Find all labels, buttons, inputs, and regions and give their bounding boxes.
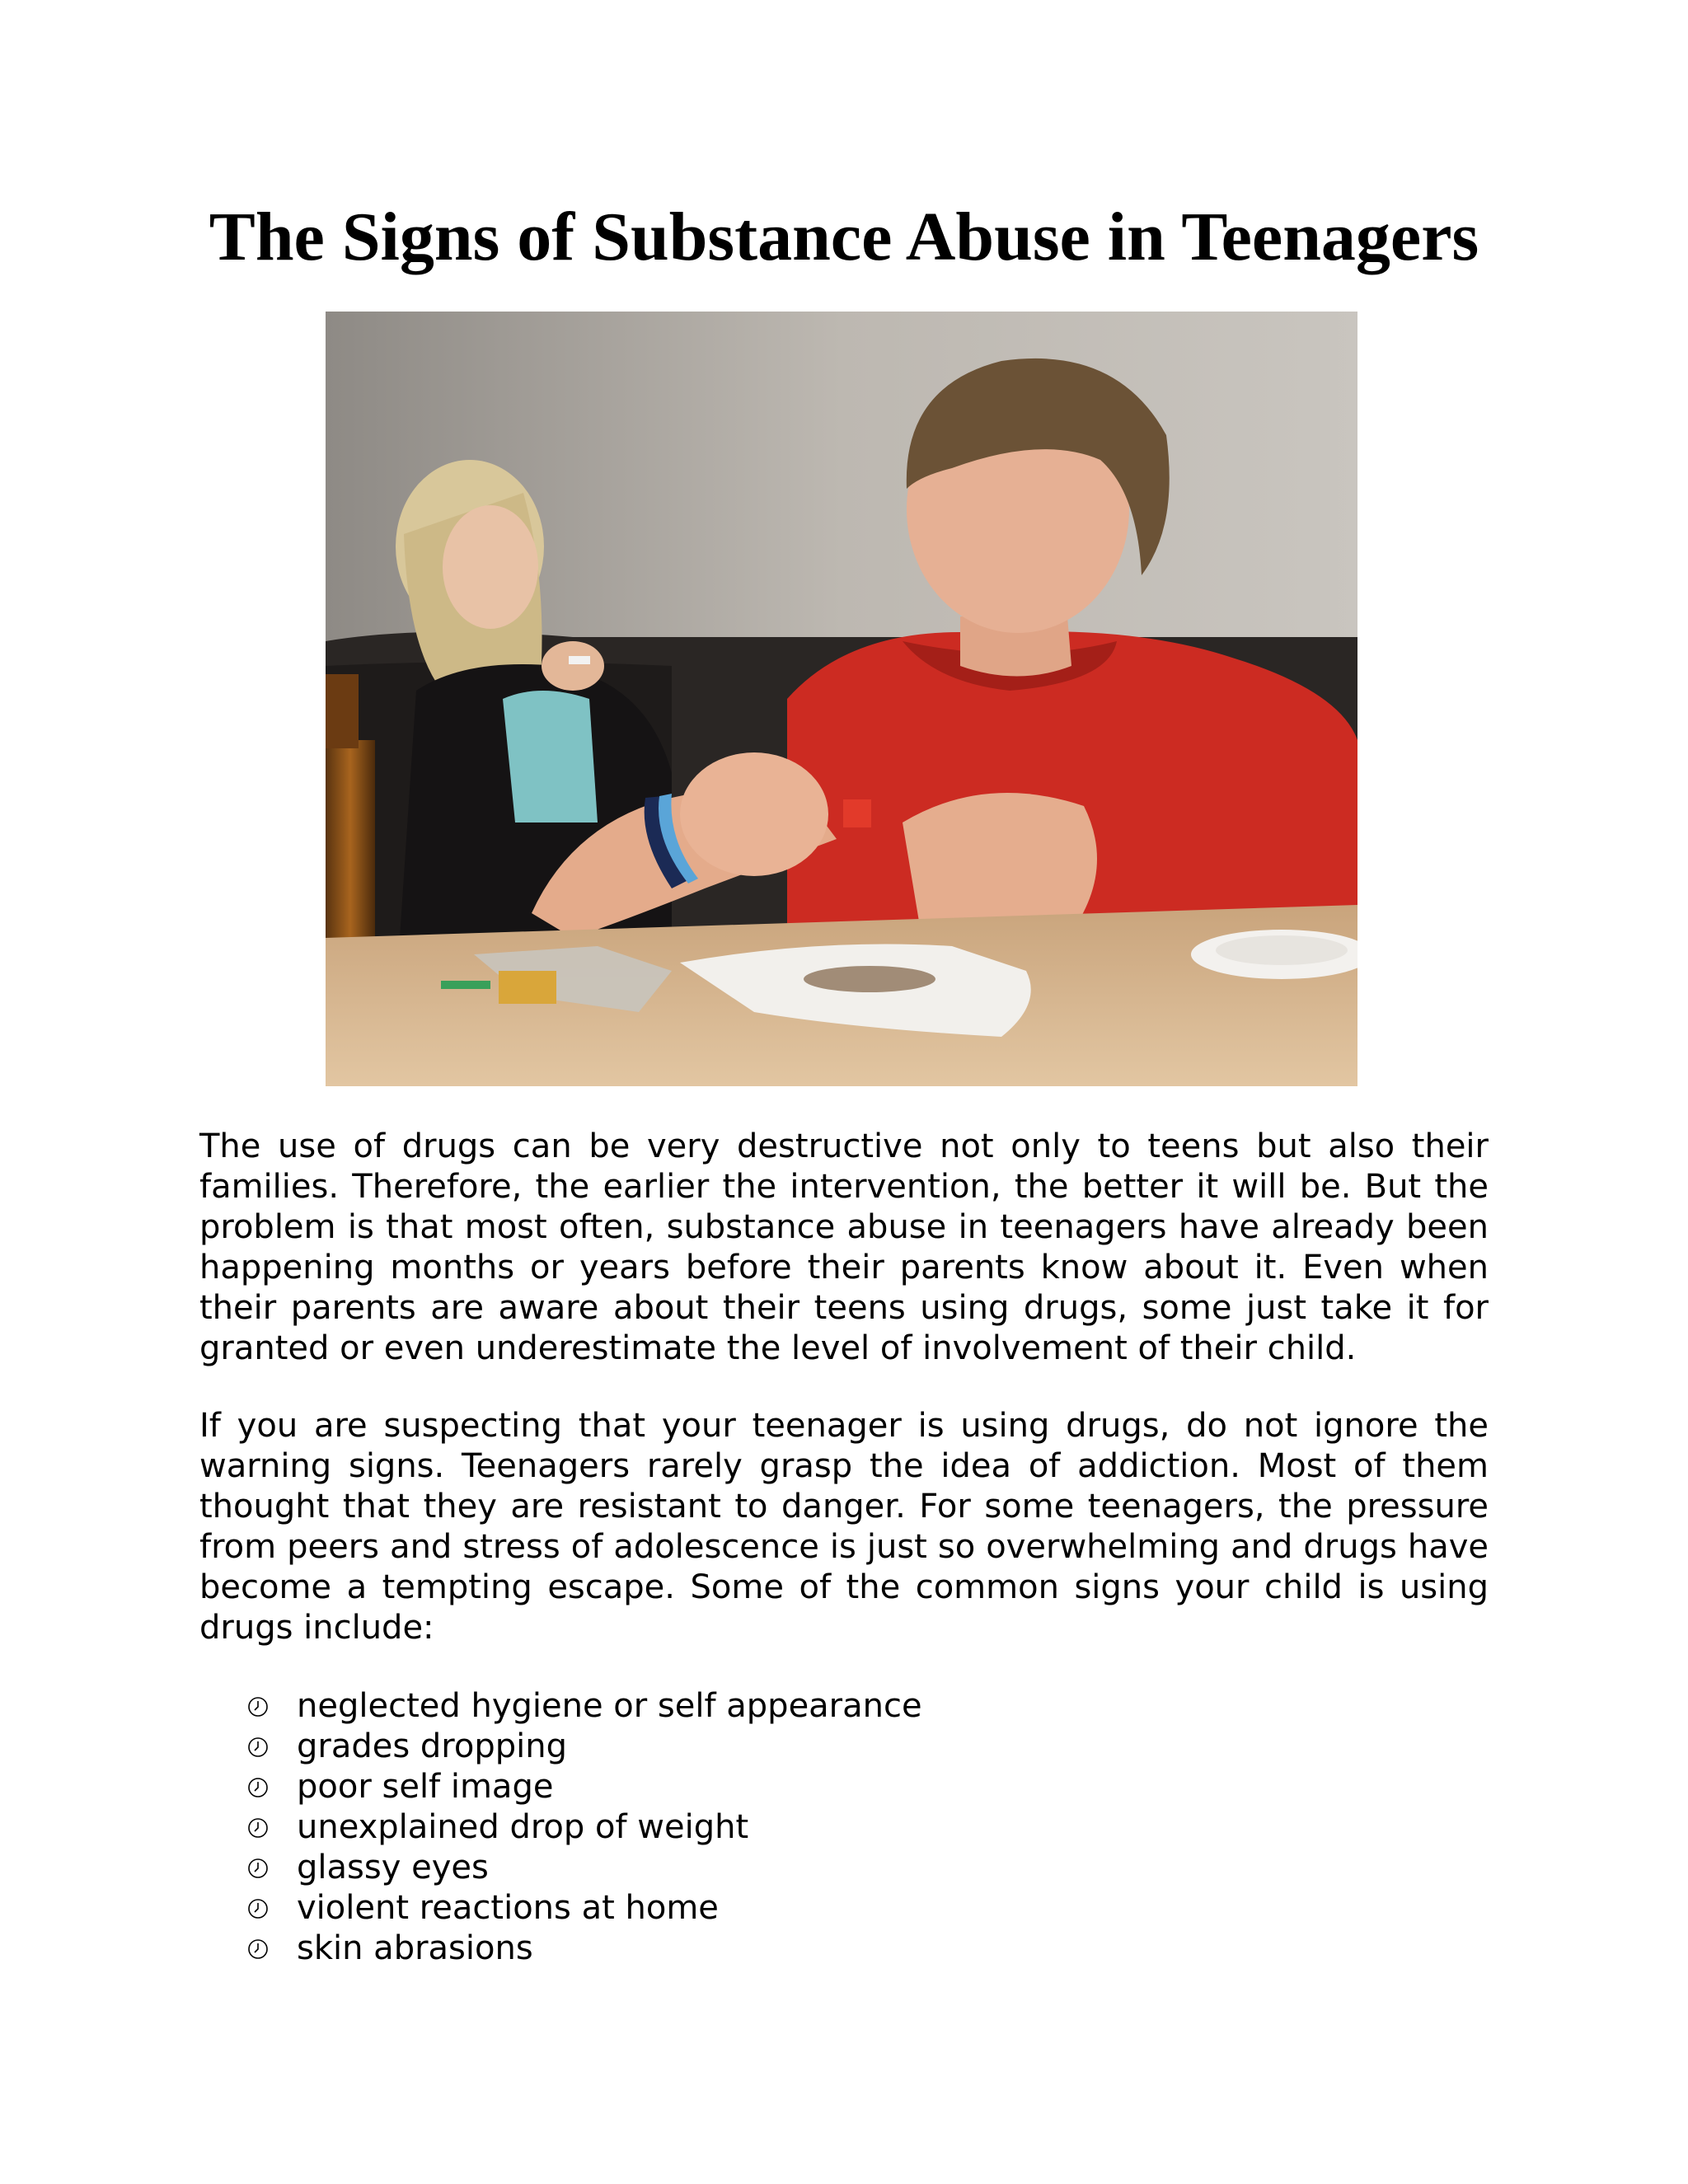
list-item: [247, 1888, 922, 1929]
clock-icon: [247, 1938, 269, 1960]
list-item-label: violent reactions at home: [297, 1889, 719, 1927]
list-item-label: grades dropping: [297, 1727, 567, 1765]
list-item-label: unexplained drop of weight: [297, 1808, 749, 1846]
clock-icon: [247, 1898, 269, 1919]
list-item: [247, 1767, 922, 1807]
list-item: [247, 1727, 922, 1767]
list-item-label: skin abrasions: [297, 1929, 533, 1967]
list-item: [247, 1807, 922, 1848]
list-item-label: glassy eyes: [297, 1849, 489, 1886]
list-item-label: poor self image: [297, 1768, 554, 1806]
clock-icon: [247, 1696, 269, 1718]
warning-paragraph: If you are suspecting that your teenager is using drugs, do not ignore the warning signs. Teenagers rarely grasp the idea of addiction. Most of them thought that they are resistant to danger. For some teenagers, the pressure from peers and stress of adolescence is just so overwhelming and drugs have become a tempting escape. Some of the common signs your child is using drugs include:: [199, 1407, 1489, 1647]
signs-list: [247, 1686, 922, 1969]
clock-icon: [247, 1858, 269, 1879]
clock-icon: [247, 1817, 269, 1839]
clock-icon: [247, 1736, 269, 1758]
intro-paragraph: The use of drugs can be very destructive not only to teens but also their families. Therefore, the earlier the intervention, the better it will be. But the problem is that most often, substance abuse in teenagers have already been happening months or years before their parents know about it. Even when their parents are aware about their teens using drugs, some just take it for granted or even underestimate the level of involvement of their child.: [199, 1127, 1489, 1367]
list-item: [247, 1848, 922, 1888]
clock-icon: [247, 1777, 269, 1798]
teenagers-photo: [326, 312, 1357, 1086]
page-title: The Signs of Substance Abuse in Teenagers: [209, 199, 1479, 275]
list-item: [247, 1929, 922, 1969]
list-item-label: neglected hygiene or self appearance: [297, 1687, 922, 1725]
list-item: [247, 1686, 922, 1727]
